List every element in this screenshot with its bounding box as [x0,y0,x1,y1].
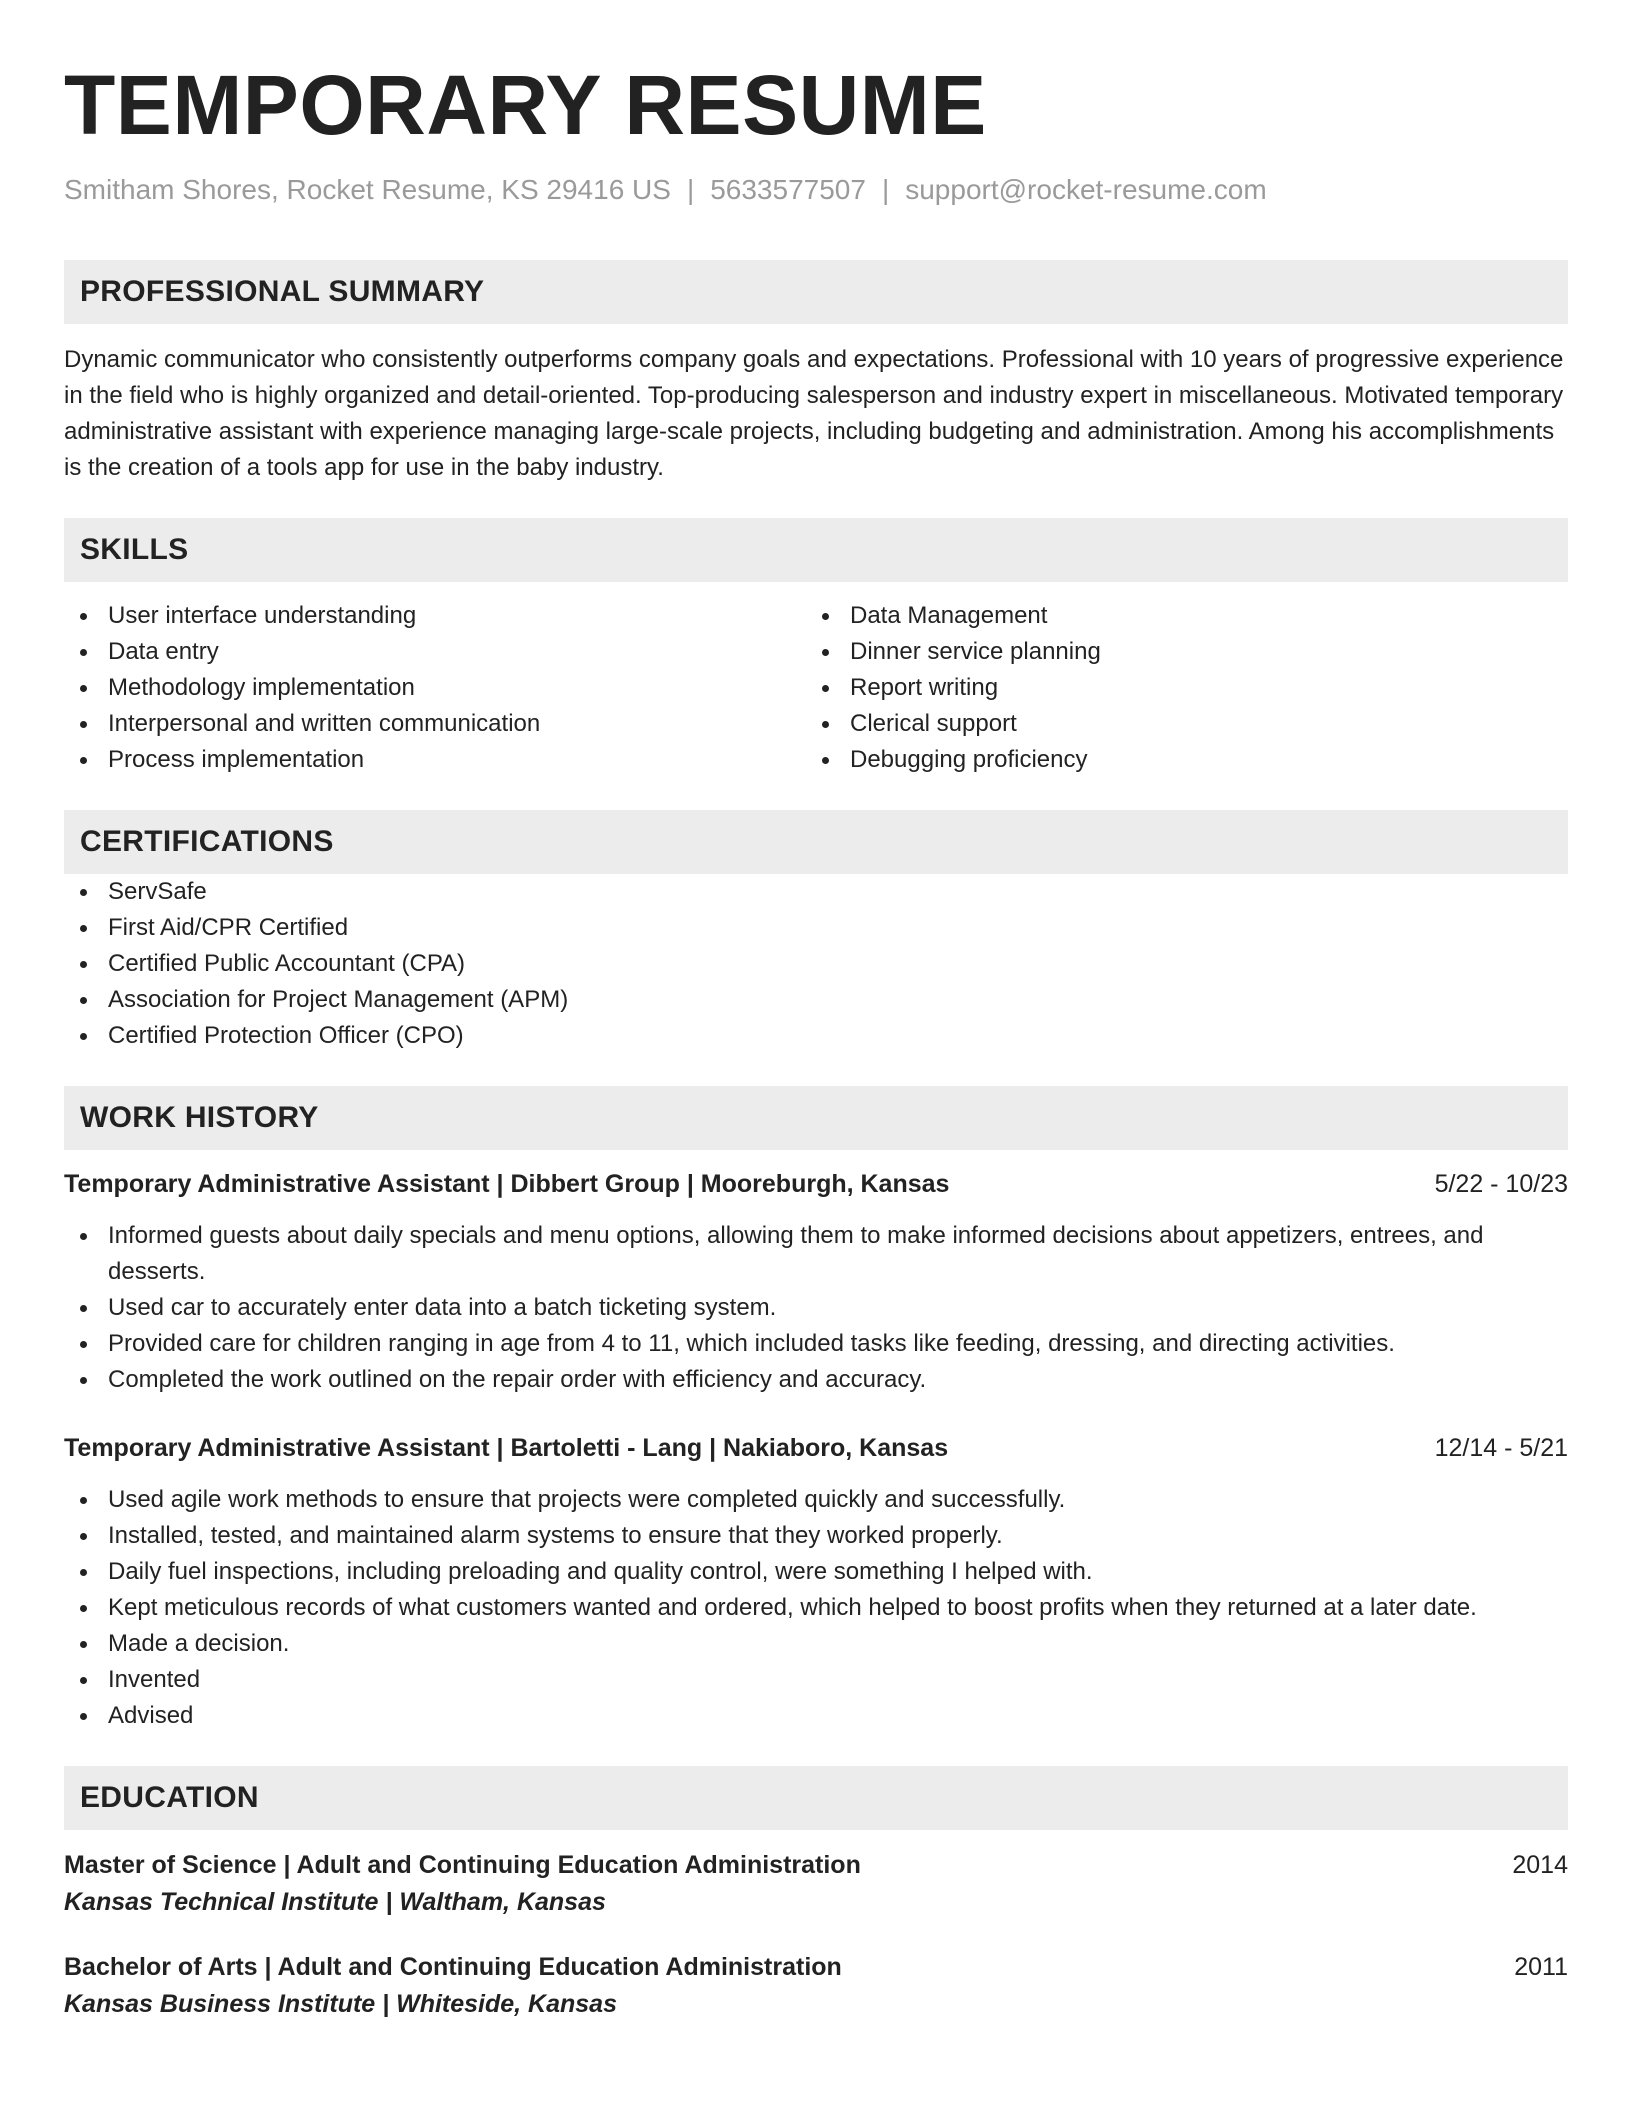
skill-item: Interpersonal and written communication [64,706,806,742]
job-dates: 12/14 - 5/21 [1434,1434,1568,1462]
job-entry [64,1430,1568,1734]
job-heading-row [64,1430,1568,1466]
skills-section-header: SKILLS [64,518,1568,582]
skills-grid [64,598,1568,778]
job-bullet: Daily fuel inspections, including preloading and quality control, were something I helped with. [64,1554,1568,1590]
contact-phone: 5633577507 [710,174,866,205]
job-bullet: Informed guests about daily specials and menu options, allowing them to make informed decisions about appetizers, entrees, and desserts. [64,1218,1568,1290]
job-bullet: Installed, tested, and maintained alarm systems to ensure that they worked properly. [64,1518,1568,1554]
education-heading-row [64,1948,1568,1986]
skill-item: Debugging proficiency [806,742,1548,778]
skill-item: User interface understanding [64,598,806,634]
education-school: Kansas Business Institute | Whiteside, Kansas [64,1990,617,2018]
skill-item: Data Management [806,598,1548,634]
job-bullet: Advised [64,1698,1568,1734]
job-title: Temporary Administrative Assistant | Bartoletti - Lang | Nakiaboro, Kansas [64,1434,949,1462]
certification-item: Certified Protection Officer (CPO) [64,1018,1568,1054]
certification-item: Certified Public Accountant (CPA) [64,946,1568,982]
skills-list-left [64,598,806,778]
skill-item: Methodology implementation [64,670,806,706]
job-bullet: Invented [64,1662,1568,1698]
job-entry [64,1166,1568,1398]
education-section-header: EDUCATION [64,1766,1568,1830]
certification-item: Association for Project Management (APM) [64,982,1568,1018]
job-bullets [64,1482,1568,1734]
education-degree: Master of Science | Adult and Continuing Education Administration [64,1851,861,1879]
certification-item: First Aid/CPR Certified [64,910,1568,946]
contact-address: Smitham Shores, Rocket Resume, KS 29416 US [64,174,671,205]
certifications-list [64,874,1568,1054]
job-bullet: Used car to accurately enter data into a batch ticketing system. [64,1290,1568,1326]
job-bullets [64,1218,1568,1398]
job-title: Temporary Administrative Assistant | Dibbert Group | Mooreburgh, Kansas [64,1170,950,1198]
education-school: Kansas Technical Institute | Waltham, Kansas [64,1888,606,1916]
certification-item: ServSafe [64,874,1568,910]
summary-section-header: PROFESSIONAL SUMMARY [64,260,1568,324]
summary-text: Dynamic communicator who consistently outperforms company goals and expectations. Professional with 10 years of progressive experience in the field who is highly organized and detail-oriented. Top-producing salesperson and industry expert in miscellaneous. Motivated temporary administrative assistant with experience managing large-scale projects, including budgeting and administration. Among his accomplishments is the creation of a tools app for use in the baby industry. [64,346,1564,481]
job-bullet: Made a decision. [64,1626,1568,1662]
skill-item: Process implementation [64,742,806,778]
resume-name: TEMPORARY RESUME [64,58,987,152]
skill-item: Dinner service planning [806,634,1548,670]
education-entry [64,1846,1568,1920]
education-heading-row [64,1846,1568,1884]
education-entry [64,1948,1568,2022]
contact-separator: | [686,174,695,205]
work-history-section-header: WORK HISTORY [64,1086,1568,1150]
job-bullet: Kept meticulous records of what customers wanted and ordered, which helped to boost profits when they returned at a later date. [64,1590,1568,1626]
job-dates: 5/22 - 10/23 [1434,1170,1568,1198]
job-bullet: Provided care for children ranging in age from 4 to 11, which included tasks like feeding, dressing, and directing activities. [64,1326,1568,1362]
job-bullet: Used agile work methods to ensure that projects were completed quickly and successfully. [64,1482,1568,1518]
skills-column-left [64,598,806,778]
job-heading-row [64,1166,1568,1202]
contact-email: support@rocket-resume.com [905,174,1267,205]
skills-column-right [806,598,1548,778]
certifications-section-header: CERTIFICATIONS [64,810,1568,874]
education-degree: Bachelor of Arts | Adult and Continuing Education Administration [64,1953,842,1981]
skill-item: Data entry [64,634,806,670]
education-year: 2011 [1514,1953,1568,1981]
skills-list-right [806,598,1548,778]
skill-item: Clerical support [806,706,1548,742]
job-bullet: Completed the work outlined on the repair order with efficiency and accuracy. [64,1362,1568,1398]
skill-item: Report writing [806,670,1548,706]
contact-line [64,172,1568,208]
contact-separator: | [881,174,890,205]
education-year: 2014 [1512,1851,1568,1879]
